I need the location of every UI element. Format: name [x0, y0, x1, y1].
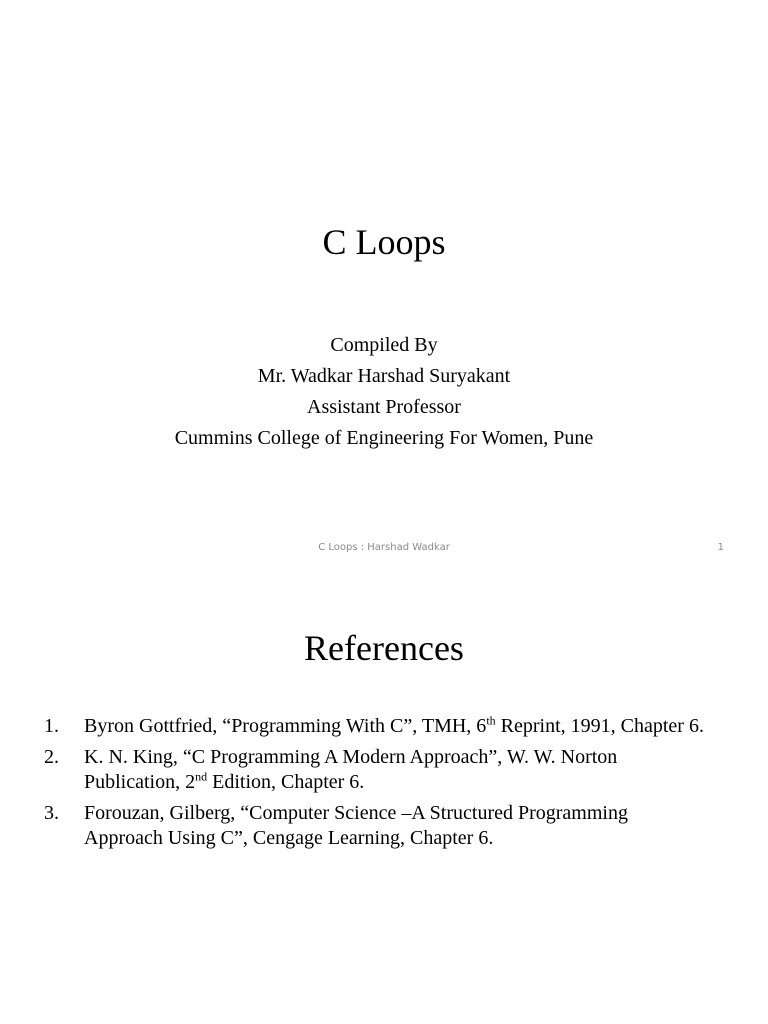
- reference-text: Forouzan, Gilberg, “Computer Science –A Structured Programming Approach Using C”, Cengage Learning, Chapter 6.: [84, 802, 628, 849]
- page-number: 1: [717, 542, 724, 553]
- list-item: [44, 745, 704, 795]
- author-name: Mr. Wadkar Harshad Suryakant: [257, 365, 511, 387]
- list-item: [44, 714, 704, 739]
- institution-name: Cummins College of Engineering For Women, Pune: [174, 427, 594, 449]
- author-position: Assistant Professor: [307, 396, 461, 418]
- author-block: [0, 330, 768, 454]
- reference-text: K. N. King, “C Programming A Modern Approach”, W. W. Norton Publication, 2nd Edition, Chapter 6.: [84, 746, 618, 793]
- list-item: [44, 801, 704, 851]
- reference-text: Byron Gottfried, “Programming With C”, TMH, 6th Reprint, 1991, Chapter 6.: [84, 713, 704, 737]
- references-list: [44, 714, 704, 857]
- references-slide: [0, 576, 768, 1024]
- reference-number: 2.: [44, 746, 59, 768]
- slide-title: C Loops: [322, 222, 446, 262]
- references-title: References: [304, 628, 464, 668]
- reference-number: 1.: [44, 715, 59, 737]
- slide-footer: C Loops : Harshad Wadkar: [318, 542, 450, 553]
- compiled-by-line: Compiled By: [330, 334, 438, 356]
- reference-number: 3.: [44, 802, 59, 824]
